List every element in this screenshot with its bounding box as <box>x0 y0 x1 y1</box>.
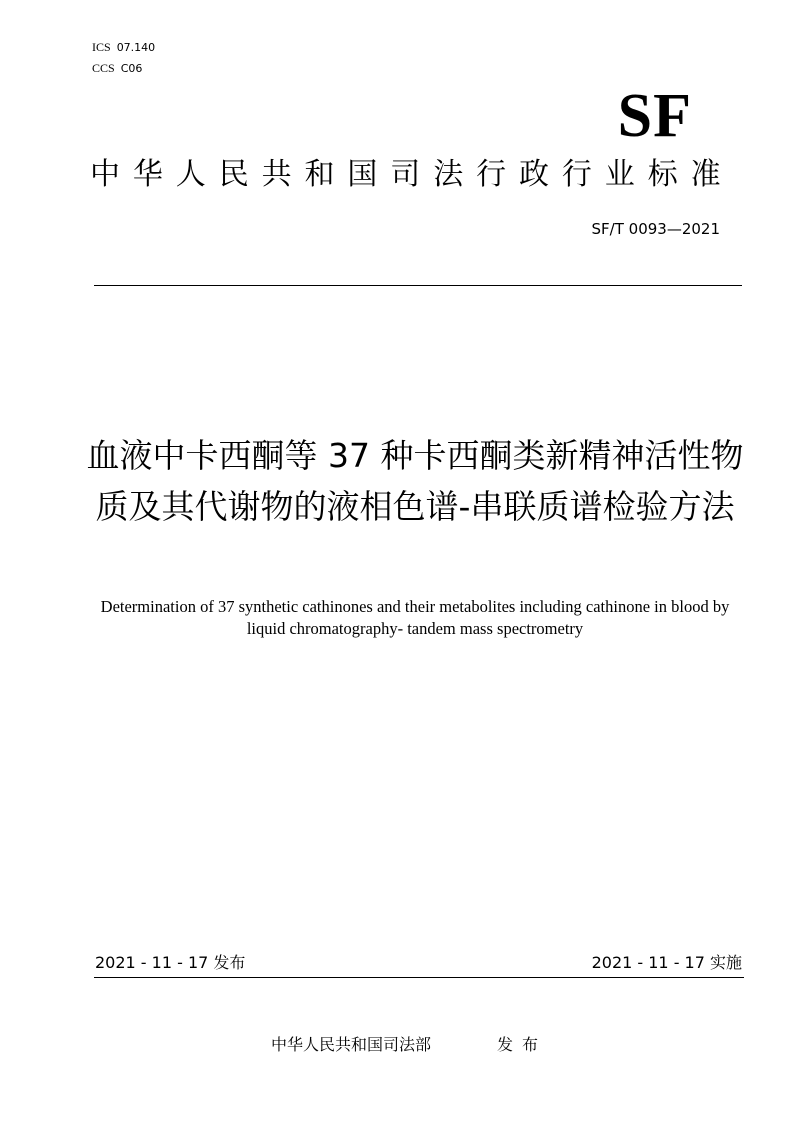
ccs-label: CCS <box>92 61 115 75</box>
implementation-date: 2021 - 11 - 17 实施 <box>591 953 742 972</box>
issue-date: 2021 - 11 - 17 发布 <box>95 953 246 972</box>
standard-number: SF/T 0093—2021 <box>591 220 720 238</box>
ics-classification <box>92 40 155 55</box>
chinese-title: 血液中卡西酮等 37 种卡西酮类新精神活性物质及其代谢物的液相色谱-串联质谱检验方法 <box>86 436 744 526</box>
ics-code: 07.140 <box>116 41 156 54</box>
industry-standard-title: 中华人民共和国司法行政行业标准 <box>90 157 734 192</box>
english-title: Determination of 37 synthetic cathinones and their metabolites including cathinone in blood by liquid chromatography- tandem mass spectrometry <box>100 597 730 638</box>
ccs-classification <box>92 61 142 76</box>
ics-label: ICS <box>92 40 111 54</box>
header-divider <box>94 285 742 286</box>
publish-word: 发布 <box>497 1035 548 1054</box>
ccs-code: C06 <box>120 62 143 75</box>
publisher: 中华人民共和国司法部 <box>271 1035 432 1054</box>
footer-divider <box>94 977 744 978</box>
sf-logo: SF <box>617 82 692 150</box>
